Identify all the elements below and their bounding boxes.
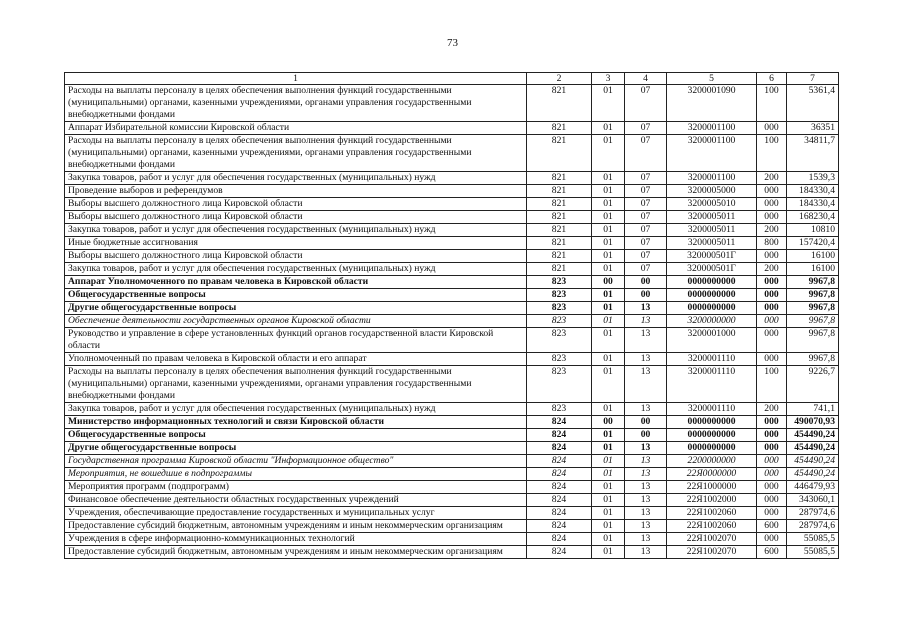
cell-sum: 454490,24 <box>787 442 839 455</box>
cell-target-article: 22Я1002060 <box>667 520 757 533</box>
table-row <box>65 250 839 263</box>
cell-grbs: 823 <box>527 328 592 353</box>
table-row <box>65 289 839 302</box>
cell-target-article: 3200001000 <box>667 328 757 353</box>
table-row <box>65 416 839 429</box>
cell-expense-type: 000 <box>757 122 787 135</box>
cell-subsection: 07 <box>625 211 667 224</box>
cell-grbs: 821 <box>527 211 592 224</box>
table-row <box>65 468 839 481</box>
cell-grbs: 823 <box>527 302 592 315</box>
cell-expense-type: 800 <box>757 237 787 250</box>
cell-target-article: 320000501Г <box>667 250 757 263</box>
cell-expense-type: 200 <box>757 172 787 185</box>
cell-grbs: 823 <box>527 289 592 302</box>
cell-target-article: 3200000000 <box>667 315 757 328</box>
cell-name: Проведение выборов и референдумов <box>65 185 527 198</box>
cell-section: 01 <box>592 520 625 533</box>
cell-name: Руководство и управление в сфере установленных функций органов государственной власти Кировской области <box>65 328 527 353</box>
cell-name: Расходы на выплаты персоналу в целях обеспечения выполнения функций государственными (муниципальными) органами, казенными учреждениями, органами управления государственными внебюджетными фондами <box>65 366 527 403</box>
cell-sum: 741,1 <box>787 403 839 416</box>
cell-subsection: 13 <box>625 442 667 455</box>
cell-grbs: 821 <box>527 185 592 198</box>
cell-expense-type: 000 <box>757 198 787 211</box>
cell-sum: 490070,93 <box>787 416 839 429</box>
cell-target-article: 3200001110 <box>667 403 757 416</box>
cell-expense-type: 600 <box>757 546 787 559</box>
cell-subsection: 13 <box>625 481 667 494</box>
cell-subsection: 00 <box>625 289 667 302</box>
cell-grbs: 824 <box>527 442 592 455</box>
col-header-section: 3 <box>592 73 625 85</box>
cell-target-article: 0000000000 <box>667 276 757 289</box>
cell-grbs: 824 <box>527 455 592 468</box>
cell-sum: 34811,7 <box>787 135 839 172</box>
cell-name: Министерство информационных технологий и связи Кировской области <box>65 416 527 429</box>
col-header-sum: 7 <box>787 73 839 85</box>
cell-target-article: 3200005010 <box>667 198 757 211</box>
cell-name: Закупка товаров, работ и услуг для обеспечения государственных (муниципальных) нужд <box>65 172 527 185</box>
cell-expense-type: 000 <box>757 455 787 468</box>
budget-table <box>64 72 839 559</box>
cell-subsection: 13 <box>625 366 667 403</box>
cell-target-article: 22Я1000000 <box>667 481 757 494</box>
cell-sum: 9967,8 <box>787 302 839 315</box>
cell-expense-type: 000 <box>757 302 787 315</box>
cell-expense-type: 200 <box>757 403 787 416</box>
table-row <box>65 276 839 289</box>
table-row <box>65 224 839 237</box>
cell-subsection: 07 <box>625 263 667 276</box>
table-row <box>65 520 839 533</box>
cell-target-article: 0000000000 <box>667 442 757 455</box>
cell-expense-type: 000 <box>757 211 787 224</box>
table-row <box>65 429 839 442</box>
cell-expense-type: 000 <box>757 507 787 520</box>
cell-name: Обеспечение деятельности государственных органов Кировской области <box>65 315 527 328</box>
cell-section: 01 <box>592 403 625 416</box>
cell-section: 01 <box>592 494 625 507</box>
cell-target-article: 3200001100 <box>667 122 757 135</box>
cell-name: Иные бюджетные ассигнования <box>65 237 527 250</box>
cell-sum: 16100 <box>787 263 839 276</box>
table-row <box>65 237 839 250</box>
cell-target-article: 22Я1002060 <box>667 507 757 520</box>
cell-grbs: 821 <box>527 198 592 211</box>
cell-section: 01 <box>592 224 625 237</box>
cell-sum: 287974,6 <box>787 507 839 520</box>
cell-grbs: 821 <box>527 85 592 122</box>
cell-target-article: 3200001110 <box>667 366 757 403</box>
cell-expense-type: 000 <box>757 289 787 302</box>
cell-name: Финансовое обеспечение деятельности областных государственных учреждений <box>65 494 527 507</box>
cell-target-article: 2200000000 <box>667 455 757 468</box>
cell-name: Другие общегосударственные вопросы <box>65 442 527 455</box>
cell-sum: 9967,8 <box>787 276 839 289</box>
cell-subsection: 00 <box>625 429 667 442</box>
table-row <box>65 328 839 353</box>
cell-expense-type: 600 <box>757 520 787 533</box>
cell-target-article: 3200001090 <box>667 85 757 122</box>
cell-sum: 9226,7 <box>787 366 839 403</box>
cell-target-article: 3200001110 <box>667 353 757 366</box>
cell-sum: 16100 <box>787 250 839 263</box>
cell-target-article: 3200005011 <box>667 224 757 237</box>
cell-section: 01 <box>592 250 625 263</box>
cell-subsection: 07 <box>625 250 667 263</box>
cell-name: Выборы высшего должностного лица Кировской области <box>65 211 527 224</box>
cell-section: 01 <box>592 289 625 302</box>
cell-name: Предоставление субсидий бюджетным, автономным учреждениям и иным некоммерческим организациям <box>65 546 527 559</box>
cell-subsection: 07 <box>625 172 667 185</box>
cell-subsection: 07 <box>625 85 667 122</box>
table-row <box>65 122 839 135</box>
cell-name: Уполномоченный по правам человека в Кировской области и его аппарат <box>65 353 527 366</box>
table-row <box>65 302 839 315</box>
cell-target-article: 3200001100 <box>667 172 757 185</box>
table-row <box>65 455 839 468</box>
cell-name: Государственная программа Кировской области "Информационное общество" <box>65 455 527 468</box>
cell-expense-type: 000 <box>757 276 787 289</box>
cell-subsection: 13 <box>625 494 667 507</box>
cell-target-article: 3200005000 <box>667 185 757 198</box>
cell-section: 01 <box>592 328 625 353</box>
cell-grbs: 821 <box>527 263 592 276</box>
cell-section: 01 <box>592 442 625 455</box>
cell-subsection: 13 <box>625 507 667 520</box>
cell-grbs: 823 <box>527 403 592 416</box>
cell-name: Предоставление субсидий бюджетным, автономным учреждениям и иным некоммерческим организациям <box>65 520 527 533</box>
cell-grbs: 821 <box>527 250 592 263</box>
cell-section: 01 <box>592 546 625 559</box>
cell-target-article: 0000000000 <box>667 289 757 302</box>
cell-expense-type: 000 <box>757 442 787 455</box>
col-header-name: 1 <box>65 73 527 85</box>
cell-section: 01 <box>592 468 625 481</box>
cell-target-article: 3200005011 <box>667 211 757 224</box>
cell-name: Общегосударственные вопросы <box>65 429 527 442</box>
cell-subsection: 13 <box>625 520 667 533</box>
cell-section: 01 <box>592 533 625 546</box>
cell-sum: 9967,8 <box>787 328 839 353</box>
cell-subsection: 07 <box>625 122 667 135</box>
cell-sum: 9967,8 <box>787 353 839 366</box>
cell-section: 01 <box>592 302 625 315</box>
cell-subsection: 13 <box>625 403 667 416</box>
cell-name: Аппарат Избирательной комиссии Кировской области <box>65 122 527 135</box>
table-row <box>65 315 839 328</box>
cell-sum: 9967,8 <box>787 315 839 328</box>
cell-target-article: 3200001100 <box>667 135 757 172</box>
cell-subsection: 13 <box>625 315 667 328</box>
cell-name: Учреждения, обеспечивающие предоставление государственных и муниципальных услуг <box>65 507 527 520</box>
cell-section: 01 <box>592 507 625 520</box>
cell-subsection: 13 <box>625 546 667 559</box>
cell-sum: 287974,6 <box>787 520 839 533</box>
header-row <box>65 73 839 85</box>
cell-expense-type: 100 <box>757 135 787 172</box>
col-header-subsection: 4 <box>625 73 667 85</box>
cell-section: 01 <box>592 185 625 198</box>
cell-sum: 184330,4 <box>787 185 839 198</box>
cell-sum: 446479,93 <box>787 481 839 494</box>
cell-name: Расходы на выплаты персоналу в целях обеспечения выполнения функций государственными (муниципальными) органами, казенными учреждениями, органами управления государственными внебюджетными фондами <box>65 135 527 172</box>
col-header-expense-type: 6 <box>757 73 787 85</box>
cell-section: 01 <box>592 237 625 250</box>
cell-grbs: 824 <box>527 468 592 481</box>
cell-target-article: 0000000000 <box>667 429 757 442</box>
cell-sum: 157420,4 <box>787 237 839 250</box>
table-row <box>65 507 839 520</box>
cell-target-article: 22Я1002000 <box>667 494 757 507</box>
table-body <box>65 85 839 559</box>
cell-section: 01 <box>592 429 625 442</box>
cell-sum: 36351 <box>787 122 839 135</box>
cell-grbs: 821 <box>527 135 592 172</box>
cell-grbs: 823 <box>527 315 592 328</box>
table-row <box>65 185 839 198</box>
cell-subsection: 07 <box>625 224 667 237</box>
cell-grbs: 824 <box>527 507 592 520</box>
cell-name: Другие общегосударственные вопросы <box>65 302 527 315</box>
table-row <box>65 85 839 122</box>
table-row <box>65 366 839 403</box>
cell-target-article: 3200005011 <box>667 237 757 250</box>
cell-subsection: 13 <box>625 533 667 546</box>
table-row <box>65 442 839 455</box>
cell-grbs: 824 <box>527 533 592 546</box>
cell-expense-type: 000 <box>757 315 787 328</box>
table-row <box>65 135 839 172</box>
cell-sum: 184330,4 <box>787 198 839 211</box>
cell-section: 01 <box>592 353 625 366</box>
page-number: 73 <box>447 37 458 49</box>
table-row <box>65 533 839 546</box>
cell-name: Закупка товаров, работ и услуг для обеспечения государственных (муниципальных) нужд <box>65 263 527 276</box>
cell-grbs: 824 <box>527 481 592 494</box>
cell-subsection: 07 <box>625 237 667 250</box>
cell-section: 01 <box>592 366 625 403</box>
cell-name: Мероприятия, не вошедшие в подпрограммы <box>65 468 527 481</box>
table-row <box>65 353 839 366</box>
cell-section: 01 <box>592 481 625 494</box>
cell-grbs: 823 <box>527 276 592 289</box>
cell-expense-type: 000 <box>757 494 787 507</box>
table-row <box>65 546 839 559</box>
cell-sum: 454490,24 <box>787 468 839 481</box>
cell-grbs: 824 <box>527 546 592 559</box>
cell-target-article: 22Я1002070 <box>667 533 757 546</box>
cell-section: 00 <box>592 416 625 429</box>
cell-section: 01 <box>592 263 625 276</box>
cell-section: 01 <box>592 198 625 211</box>
cell-expense-type: 000 <box>757 185 787 198</box>
cell-sum: 55085,5 <box>787 546 839 559</box>
cell-section: 01 <box>592 122 625 135</box>
cell-grbs: 821 <box>527 172 592 185</box>
cell-expense-type: 000 <box>757 533 787 546</box>
cell-sum: 454490,24 <box>787 429 839 442</box>
col-header-grbs: 2 <box>527 73 592 85</box>
cell-name: Расходы на выплаты персоналу в целях обеспечения выполнения функций государственными (муниципальными) органами, казенными учреждениями, органами управления государственными внебюджетными фондами <box>65 85 527 122</box>
table-row <box>65 198 839 211</box>
cell-expense-type: 200 <box>757 224 787 237</box>
cell-subsection: 13 <box>625 468 667 481</box>
table-row <box>65 211 839 224</box>
cell-expense-type: 000 <box>757 328 787 353</box>
table-row <box>65 481 839 494</box>
cell-section: 00 <box>592 276 625 289</box>
cell-sum: 9967,8 <box>787 289 839 302</box>
cell-target-article: 22Я1002070 <box>667 546 757 559</box>
cell-section: 01 <box>592 315 625 328</box>
cell-expense-type: 000 <box>757 250 787 263</box>
cell-grbs: 821 <box>527 237 592 250</box>
cell-section: 01 <box>592 455 625 468</box>
cell-subsection: 13 <box>625 353 667 366</box>
cell-subsection: 07 <box>625 135 667 172</box>
cell-sum: 343060,1 <box>787 494 839 507</box>
cell-expense-type: 100 <box>757 366 787 403</box>
cell-expense-type: 200 <box>757 263 787 276</box>
cell-section: 01 <box>592 85 625 122</box>
cell-expense-type: 000 <box>757 468 787 481</box>
cell-subsection: 00 <box>625 416 667 429</box>
cell-subsection: 07 <box>625 185 667 198</box>
cell-target-article: 0000000000 <box>667 416 757 429</box>
cell-expense-type: 000 <box>757 353 787 366</box>
cell-target-article: 320000501Г <box>667 263 757 276</box>
cell-name: Учреждения в сфере информационно-коммуникационных технологий <box>65 533 527 546</box>
table-row <box>65 263 839 276</box>
cell-target-article: 22Я0000000 <box>667 468 757 481</box>
cell-grbs: 824 <box>527 494 592 507</box>
cell-section: 01 <box>592 172 625 185</box>
table-row <box>65 494 839 507</box>
cell-grbs: 824 <box>527 416 592 429</box>
cell-subsection: 13 <box>625 302 667 315</box>
cell-subsection: 00 <box>625 276 667 289</box>
table-row <box>65 172 839 185</box>
cell-target-article: 0000000000 <box>667 302 757 315</box>
cell-expense-type: 100 <box>757 85 787 122</box>
col-header-target-article: 5 <box>667 73 757 85</box>
cell-sum: 1539,3 <box>787 172 839 185</box>
cell-sum: 168230,4 <box>787 211 839 224</box>
cell-expense-type: 000 <box>757 429 787 442</box>
cell-name: Закупка товаров, работ и услуг для обеспечения государственных (муниципальных) нужд <box>65 403 527 416</box>
cell-name: Закупка товаров, работ и услуг для обеспечения государственных (муниципальных) нужд <box>65 224 527 237</box>
cell-name: Мероприятия программ (подпрограмм) <box>65 481 527 494</box>
cell-sum: 10810 <box>787 224 839 237</box>
cell-subsection: 13 <box>625 328 667 353</box>
cell-grbs: 824 <box>527 429 592 442</box>
cell-name: Общегосударственные вопросы <box>65 289 527 302</box>
table-row <box>65 403 839 416</box>
cell-grbs: 821 <box>527 224 592 237</box>
cell-expense-type: 000 <box>757 481 787 494</box>
cell-section: 01 <box>592 211 625 224</box>
cell-grbs: 821 <box>527 122 592 135</box>
cell-expense-type: 000 <box>757 416 787 429</box>
cell-name: Выборы высшего должностного лица Кировской области <box>65 250 527 263</box>
cell-subsection: 13 <box>625 455 667 468</box>
cell-grbs: 823 <box>527 366 592 403</box>
cell-subsection: 07 <box>625 198 667 211</box>
cell-name: Выборы высшего должностного лица Кировской области <box>65 198 527 211</box>
cell-grbs: 823 <box>527 353 592 366</box>
cell-sum: 454490,24 <box>787 455 839 468</box>
cell-sum: 55085,5 <box>787 533 839 546</box>
cell-section: 01 <box>592 135 625 172</box>
cell-sum: 5361,4 <box>787 85 839 122</box>
cell-grbs: 824 <box>527 520 592 533</box>
cell-name: Аппарат Уполномоченного по правам человека в Кировской области <box>65 276 527 289</box>
